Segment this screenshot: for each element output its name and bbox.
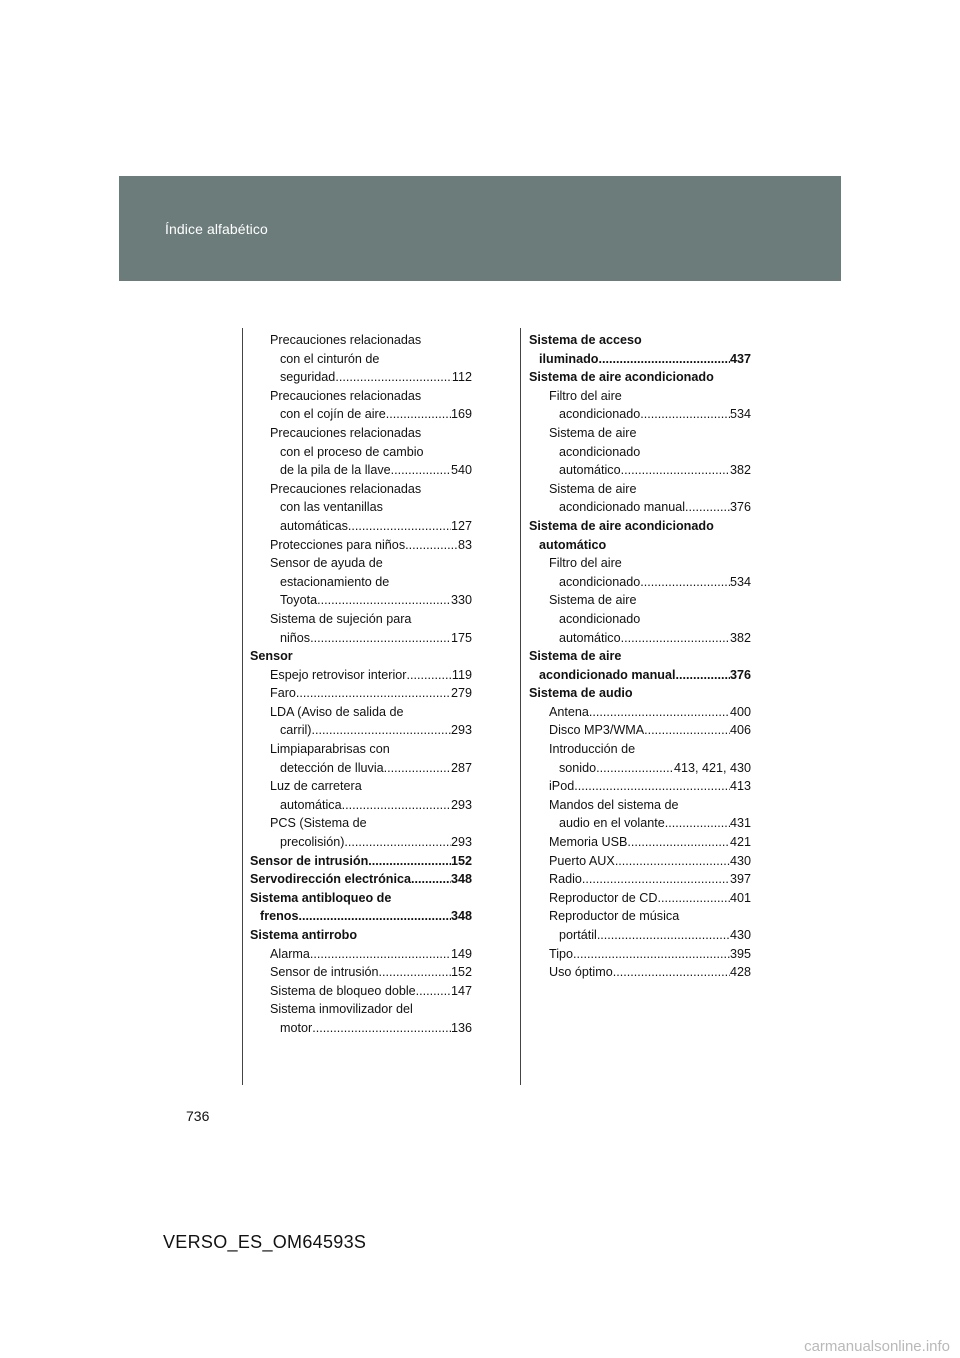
index-entry bbox=[250, 461, 472, 480]
index-entry bbox=[529, 443, 751, 462]
column-rule-middle bbox=[520, 328, 521, 1085]
dot-leader bbox=[384, 759, 451, 778]
dot-leader bbox=[574, 777, 730, 796]
dot-leader bbox=[685, 498, 730, 517]
index-entry bbox=[250, 610, 472, 629]
entry-text: portátil bbox=[559, 928, 597, 942]
index-column-right bbox=[529, 331, 751, 982]
dot-leader bbox=[598, 350, 730, 369]
dot-leader bbox=[640, 405, 730, 424]
entry-page-number: 534 bbox=[729, 574, 751, 589]
entry-text: acondicionado bbox=[559, 444, 641, 459]
entry-text: de la pila de la llave bbox=[280, 463, 391, 478]
index-entry bbox=[529, 591, 751, 610]
dot-leader bbox=[644, 721, 730, 740]
entry-text: seguridad bbox=[280, 370, 336, 385]
index-entry bbox=[529, 852, 751, 871]
entry-text: Sistema antibloqueo de bbox=[250, 890, 392, 905]
index-entry bbox=[250, 591, 472, 610]
entry-text: Puerto AUX bbox=[549, 853, 615, 868]
index-entry bbox=[250, 405, 472, 424]
entry-page-number: 376 bbox=[729, 667, 751, 682]
entry-text: con el proceso de cambio bbox=[280, 444, 424, 459]
dot-leader bbox=[615, 852, 730, 871]
index-heading bbox=[529, 647, 751, 666]
dot-leader bbox=[299, 907, 451, 926]
entry-text: Reproductor de música bbox=[549, 909, 680, 924]
index-entry bbox=[529, 498, 751, 517]
index-entry bbox=[529, 759, 751, 778]
index-entry bbox=[529, 554, 751, 573]
column-rule-left bbox=[242, 328, 243, 1085]
index-entry bbox=[250, 1000, 472, 1019]
dot-leader bbox=[344, 833, 451, 852]
dot-leader bbox=[368, 852, 451, 871]
entry-text: automático bbox=[539, 537, 607, 552]
index-entry bbox=[529, 926, 751, 945]
entry-page-number: 119 bbox=[451, 667, 472, 682]
entry-page-number: 175 bbox=[450, 630, 472, 645]
entry-page-number: 406 bbox=[729, 723, 751, 738]
document-code: VERSO_ES_OM64593S bbox=[163, 1232, 367, 1252]
entry-text: Alarma bbox=[270, 946, 310, 961]
entry-page-number: 413, 421, 430 bbox=[673, 760, 751, 775]
entry-text: estacionamiento de bbox=[280, 574, 390, 589]
entry-text: Mandos del sistema de bbox=[549, 797, 679, 812]
dot-leader bbox=[582, 870, 730, 889]
index-entry bbox=[529, 907, 751, 926]
entry-page-number: 376 bbox=[729, 500, 751, 515]
index-heading bbox=[250, 907, 472, 926]
entry-text: Filtro del aire bbox=[549, 388, 622, 403]
index-entry bbox=[250, 796, 472, 815]
entry-page-number: 397 bbox=[729, 872, 751, 887]
entry-text: carril) bbox=[280, 723, 312, 738]
dot-leader bbox=[310, 629, 451, 648]
dot-leader bbox=[621, 461, 730, 480]
entry-text: acondicionado bbox=[559, 611, 641, 626]
dot-leader bbox=[621, 629, 730, 648]
entry-text: con el cinturón de bbox=[280, 351, 380, 366]
dot-leader bbox=[386, 405, 451, 424]
index-heading bbox=[529, 368, 751, 387]
index-heading bbox=[250, 926, 472, 945]
entry-text: Precauciones relacionadas bbox=[270, 388, 422, 403]
entry-page-number: 395 bbox=[729, 946, 751, 961]
index-entry bbox=[250, 814, 472, 833]
entry-text: Sistema de audio bbox=[529, 686, 633, 701]
dot-leader bbox=[665, 814, 730, 833]
index-heading bbox=[529, 517, 751, 536]
dot-leader bbox=[311, 721, 451, 740]
index-entry bbox=[250, 945, 472, 964]
index-entry bbox=[529, 963, 751, 982]
entry-text: Antena bbox=[549, 704, 589, 719]
entry-text: detección de lluvia bbox=[280, 760, 384, 775]
index-entry bbox=[250, 703, 472, 722]
index-entry bbox=[250, 982, 472, 1001]
index-entry bbox=[250, 833, 472, 852]
entry-text: acondicionado bbox=[559, 574, 641, 589]
index-entry bbox=[529, 945, 751, 964]
index-entry bbox=[529, 461, 751, 480]
index-heading bbox=[529, 666, 751, 685]
entry-text: automático bbox=[559, 630, 621, 645]
index-entry bbox=[529, 480, 751, 499]
entry-page-number: 279 bbox=[450, 686, 472, 701]
index-entry bbox=[250, 721, 472, 740]
entry-page-number: 127 bbox=[450, 518, 472, 533]
index-entry bbox=[529, 721, 751, 740]
entry-text: audio en el volante bbox=[559, 816, 665, 831]
dot-leader bbox=[310, 945, 451, 964]
entry-text: precolisión) bbox=[280, 835, 345, 850]
index-entry bbox=[250, 368, 472, 387]
index-entry bbox=[250, 498, 472, 517]
entry-page-number: 540 bbox=[450, 463, 472, 478]
entry-page-number: 348 bbox=[450, 909, 472, 924]
index-entry bbox=[250, 963, 472, 982]
entry-page-number: 413 bbox=[729, 779, 751, 794]
entry-text: Sistema inmovilizador del bbox=[270, 1002, 413, 1017]
entry-text: frenos bbox=[260, 909, 299, 924]
dot-leader bbox=[640, 573, 730, 592]
index-heading bbox=[250, 647, 472, 666]
entry-text: niños bbox=[280, 630, 311, 645]
index-entry bbox=[529, 796, 751, 815]
entry-page-number: 147 bbox=[450, 983, 472, 998]
entry-text: Sistema de aire bbox=[549, 593, 637, 608]
index-entry bbox=[529, 889, 751, 908]
dot-leader bbox=[296, 684, 451, 703]
page-number: 736 bbox=[186, 1108, 210, 1124]
dot-leader bbox=[573, 945, 730, 964]
entry-text: Sistema de aire bbox=[549, 481, 637, 496]
header-band bbox=[119, 176, 841, 281]
entry-page-number: 136 bbox=[450, 1020, 472, 1035]
entry-page-number: 293 bbox=[450, 723, 472, 738]
dot-leader bbox=[342, 796, 451, 815]
entry-text: acondicionado bbox=[559, 407, 641, 422]
index-entry bbox=[250, 777, 472, 796]
entry-text: Sistema de sujeción para bbox=[270, 611, 412, 626]
index-heading bbox=[250, 852, 472, 871]
entry-page-number: 428 bbox=[729, 965, 751, 980]
entry-text: Faro bbox=[270, 686, 296, 701]
entry-text: Reproductor de CD bbox=[549, 890, 658, 905]
dot-leader bbox=[312, 1019, 451, 1038]
entry-text: motor bbox=[280, 1020, 313, 1035]
index-heading bbox=[529, 350, 751, 369]
entry-text: Precauciones relacionadas bbox=[270, 333, 422, 347]
entry-text: Espejo retrovisor interior bbox=[270, 667, 407, 682]
entry-text: Uso óptimo bbox=[549, 965, 613, 980]
index-entry bbox=[529, 424, 751, 443]
watermark: carmanualsonline.info bbox=[804, 1338, 950, 1355]
index-entry bbox=[529, 870, 751, 889]
index-entry bbox=[529, 777, 751, 796]
dot-leader bbox=[589, 703, 730, 722]
index-entry bbox=[529, 814, 751, 833]
entry-text: Limpiaparabrisas con bbox=[270, 742, 390, 757]
entry-text: Radio bbox=[549, 872, 582, 887]
index-entry bbox=[250, 350, 472, 369]
index-entry bbox=[250, 629, 472, 648]
entry-text: automática bbox=[280, 797, 342, 812]
entry-page-number: 83 bbox=[457, 537, 472, 552]
entry-page-number: 430 bbox=[729, 853, 751, 868]
entry-text: Sistema de aire acondicionado bbox=[529, 370, 714, 385]
dot-leader bbox=[317, 591, 451, 610]
index-heading bbox=[250, 870, 472, 889]
entry-page-number: 382 bbox=[729, 463, 751, 478]
entry-page-number: 534 bbox=[729, 407, 751, 422]
index-entry bbox=[250, 480, 472, 499]
dot-leader bbox=[627, 833, 730, 852]
dot-leader bbox=[405, 536, 458, 555]
entry-text: Sensor de intrusión bbox=[250, 853, 369, 868]
entry-text: Toyota bbox=[280, 593, 318, 608]
entry-page-number: 430 bbox=[729, 928, 751, 942]
entry-text: iPod bbox=[549, 779, 575, 794]
index-entry bbox=[250, 759, 472, 778]
entry-text: Filtro del aire bbox=[549, 556, 622, 571]
entry-page-number: 287 bbox=[450, 760, 472, 775]
entry-page-number: 421 bbox=[729, 835, 751, 850]
entry-page-number: 382 bbox=[729, 630, 751, 645]
entry-text: Memoria USB bbox=[549, 835, 628, 850]
index-entry bbox=[529, 387, 751, 406]
index-heading bbox=[529, 684, 751, 703]
entry-text: Sistema de aire bbox=[529, 649, 622, 664]
entry-text: Sensor de ayuda de bbox=[270, 556, 383, 571]
index-entry bbox=[529, 740, 751, 759]
dot-leader bbox=[411, 870, 451, 889]
entry-text: Precauciones relacionadas bbox=[270, 425, 422, 440]
entry-text: Precauciones relacionadas bbox=[270, 481, 422, 496]
entry-text: Sensor de intrusión bbox=[270, 965, 379, 980]
index-entry bbox=[250, 740, 472, 759]
entry-page-number: 348 bbox=[450, 872, 472, 887]
entry-text: sonido bbox=[559, 760, 597, 775]
entry-text: Luz de carretera bbox=[270, 779, 362, 794]
entry-page-number: 293 bbox=[450, 797, 472, 812]
dot-leader bbox=[658, 889, 730, 908]
index-entry bbox=[529, 703, 751, 722]
entry-text: automático bbox=[559, 463, 621, 478]
entry-text: Tipo bbox=[549, 946, 574, 961]
entry-page-number: 330 bbox=[450, 593, 472, 608]
index-heading bbox=[529, 331, 751, 350]
index-heading bbox=[250, 889, 472, 908]
entry-text: Protecciones para niños bbox=[270, 537, 406, 552]
entry-page-number: 401 bbox=[729, 890, 751, 905]
dot-leader bbox=[613, 963, 730, 982]
entry-page-number: 112 bbox=[451, 370, 472, 385]
entry-text: Sistema de acceso bbox=[529, 333, 642, 347]
entry-text: con las ventanillas bbox=[280, 500, 383, 515]
dot-leader bbox=[597, 926, 730, 945]
entry-page-number: 169 bbox=[450, 407, 472, 422]
index-column-left bbox=[250, 331, 472, 1038]
entry-text: acondicionado manual bbox=[539, 667, 676, 682]
entry-text: Sistema de bloqueo doble bbox=[270, 983, 416, 998]
entry-page-number: 152 bbox=[450, 853, 472, 868]
dot-leader bbox=[596, 759, 674, 778]
entry-text: con el cojín de aire bbox=[280, 407, 386, 422]
index-entry bbox=[250, 424, 472, 443]
index-entry bbox=[250, 331, 472, 350]
entry-page-number: 437 bbox=[729, 351, 751, 366]
index-entry bbox=[250, 517, 472, 536]
index-entry bbox=[250, 573, 472, 592]
entry-text: Sistema de aire bbox=[549, 425, 637, 440]
index-entry bbox=[250, 1019, 472, 1038]
index-entry bbox=[250, 443, 472, 462]
dot-leader bbox=[416, 982, 451, 1001]
dot-leader bbox=[406, 666, 451, 685]
index-heading bbox=[529, 536, 751, 555]
index-entry bbox=[529, 405, 751, 424]
entry-text: iluminado bbox=[539, 351, 599, 366]
dot-leader bbox=[675, 666, 730, 685]
entry-text: Servodirección electrónica bbox=[250, 872, 411, 887]
entry-text: LDA (Aviso de salida de bbox=[270, 704, 404, 719]
entry-text: Sistema de aire acondicionado bbox=[529, 518, 714, 533]
entry-page-number: 293 bbox=[450, 835, 472, 850]
index-entry bbox=[250, 554, 472, 573]
section-title: Índice alfabético bbox=[165, 221, 268, 237]
index-entry bbox=[529, 610, 751, 629]
entry-text: acondicionado manual bbox=[559, 500, 686, 515]
index-entry bbox=[529, 833, 751, 852]
index-entry bbox=[250, 536, 472, 555]
index-entry bbox=[250, 387, 472, 406]
index-entry bbox=[250, 684, 472, 703]
dot-leader bbox=[379, 963, 451, 982]
entry-page-number: 152 bbox=[450, 965, 472, 980]
dot-leader bbox=[348, 517, 451, 536]
index-entry bbox=[529, 573, 751, 592]
dot-leader bbox=[391, 461, 451, 480]
index-entry bbox=[250, 666, 472, 685]
dot-leader bbox=[335, 368, 452, 387]
entry-page-number: 400 bbox=[729, 704, 751, 719]
entry-page-number: 431 bbox=[729, 816, 751, 831]
index-entry bbox=[529, 629, 751, 648]
entry-text: Sensor bbox=[250, 649, 293, 664]
entry-page-number: 149 bbox=[450, 946, 472, 961]
entry-text: Introducción de bbox=[549, 742, 636, 757]
entry-text: Disco MP3/WMA bbox=[549, 723, 645, 738]
entry-text: PCS (Sistema de bbox=[270, 816, 367, 831]
entry-text: automáticas bbox=[280, 518, 348, 533]
entry-text: Sistema antirrobo bbox=[250, 928, 358, 942]
